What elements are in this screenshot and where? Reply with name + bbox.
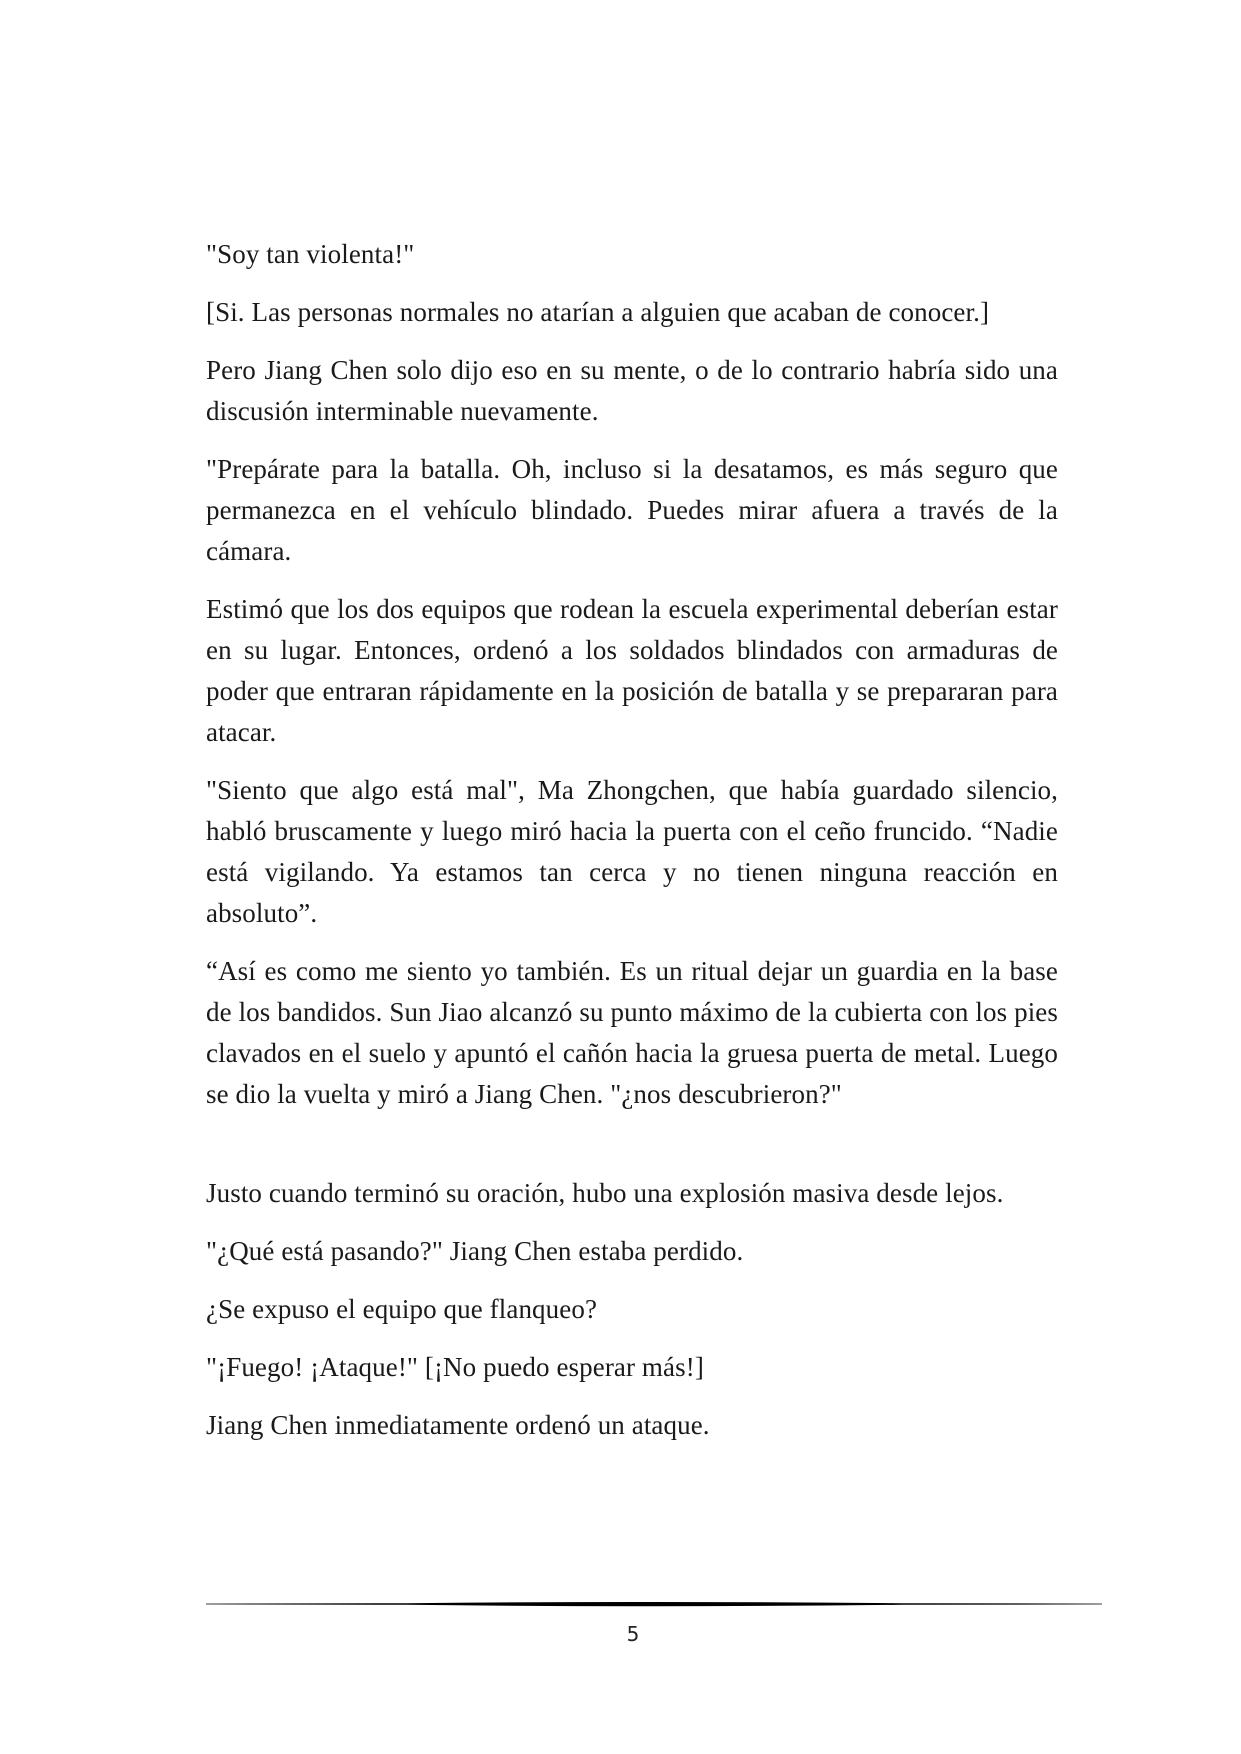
paragraph-4: "Prepárate para la batalla. Oh, incluso si la desatamos, es más seguro que permanezca en el vehículo blindado. Puedes mirar afuera a través de la cámara. [206,454,1058,566]
body-text [206,234,1058,1463]
paragraph-gap [206,1132,1058,1173]
paragraph-8: Justo cuando terminó su oración, hubo una explosión masiva desde lejos. [206,1178,1004,1208]
paragraph-1: "Soy tan violenta!" [206,239,415,269]
page-number: 5 [626,1622,640,1646]
paragraph-2: [Si. Las personas normales no atarían a alguien que acaban de conocer.] [206,297,990,327]
footer-rule [206,1600,1102,1608]
paragraph-3: Pero Jiang Chen solo dijo eso en su mente, o de lo contrario habría sido una discusión interminable nuevamente. [206,355,1058,426]
paragraph-6: "Siento que algo está mal", Ma Zhongchen, que había guardado silencio, habló bruscamente y luego miró hacia la puerta con el ceño fruncido. “Nadie está vigilando. Ya estamos tan cerca y no tienen ninguna reacción en absoluto”. [206,775,1058,928]
footer-rule-swash [206,1602,1102,1606]
paragraph-9: "¿Qué está pasando?" Jiang Chen estaba perdido. [206,1236,744,1266]
paragraph-12: Jiang Chen inmediatamente ordenó un ataque. [206,1410,710,1440]
paragraph-7: “Así es como me siento yo también. Es un ritual dejar un guardia en la base de los bandidos. Sun Jiao alcanzó su punto máximo de la cubierta con los pies clavados en el suelo y apuntó el cañón hacia la gruesa puerta de metal. Luego se dio la vuelta y miró a Jiang Chen. "¿nos descubrieron?" [206,956,1058,1109]
paragraph-11: "¡Fuego! ¡Ataque!" [¡No puedo esperar más!] [206,1352,704,1382]
paragraph-10: ¿Se expuso el equipo que flanqueo? [206,1294,598,1324]
paragraph-5: Estimó que los dos equipos que rodean la escuela experimental deberían estar en su lugar. Entonces, ordenó a los soldados blindados con armaduras de poder que entraran rápidamente en la posición de batalla y se prepararan para atacar. [206,594,1058,747]
